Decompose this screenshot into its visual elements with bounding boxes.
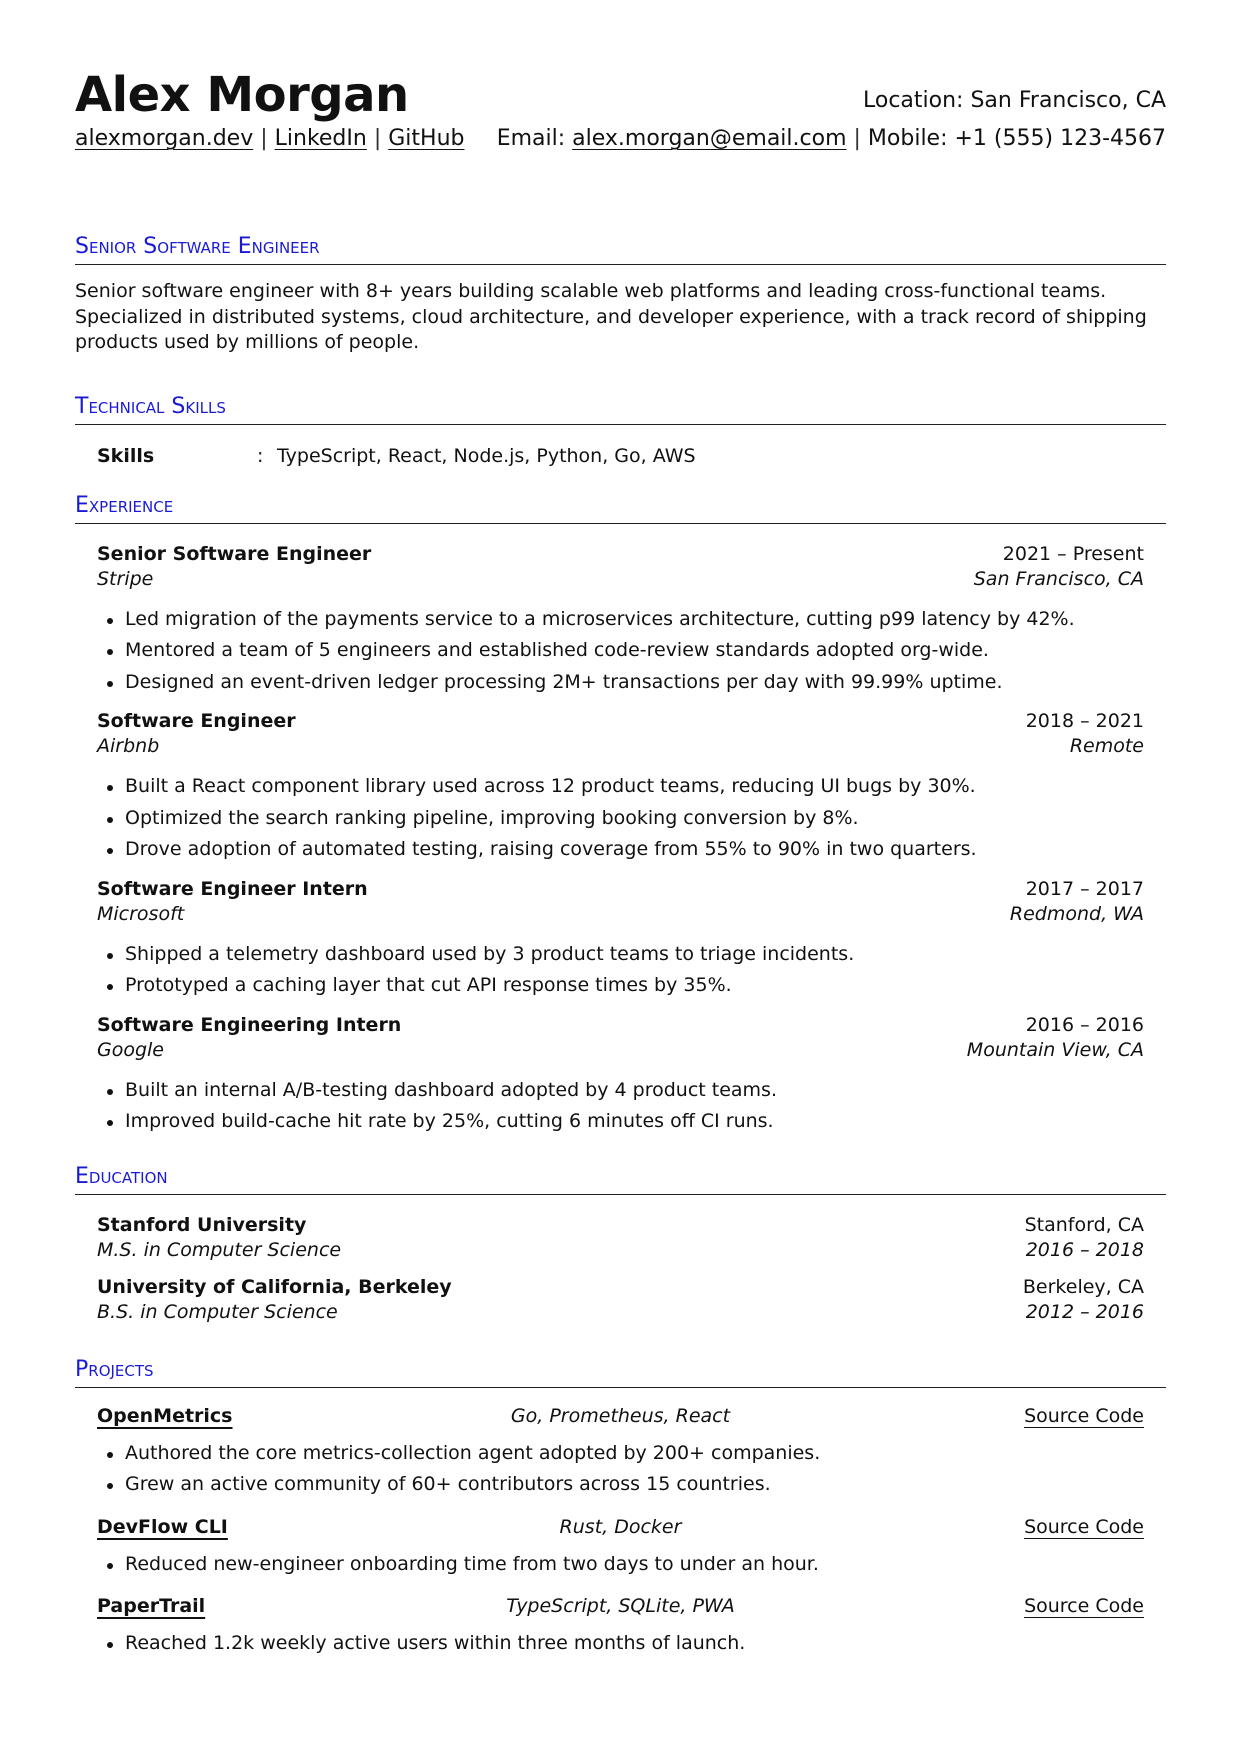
link-separator: | — [373, 126, 389, 151]
skills-label: Skills — [97, 444, 155, 467]
location-label: Location: — [863, 88, 964, 113]
education-dates: 2016 – 2018 — [1025, 1238, 1144, 1261]
education-entry — [97, 1275, 1144, 1325]
list-item: Improved build-cache hit rate by 25%, cutting 6 minutes off CI runs. — [103, 1106, 1144, 1138]
education-section — [75, 1164, 1166, 1325]
skills-colon: : — [257, 444, 264, 467]
degree: M.S. in Computer Science — [97, 1238, 342, 1261]
contact-separator: | — [853, 126, 868, 151]
education-dates: 2012 – 2016 — [1025, 1300, 1144, 1323]
list-item: Designed an event-driven ledger processing 2M+ transactions per day with 99.99% uptime. — [103, 667, 1144, 699]
job-location: Redmond, WA — [1009, 902, 1144, 925]
section-title-experience: Experience — [75, 493, 1166, 524]
list-item: Drove adoption of automated testing, raising coverage from 55% to 90% in two quarters. — [103, 834, 1144, 866]
project-tech: Go, Prometheus, React — [510, 1404, 731, 1427]
location-value: San Francisco, CA — [970, 88, 1166, 113]
website-link[interactable]: alexmorgan.dev — [75, 126, 254, 151]
project-name-link[interactable]: DevFlow CLI — [97, 1515, 228, 1538]
section-title-summary: Senior Software Engineer — [75, 234, 1166, 265]
experience-entry — [97, 709, 1144, 866]
job-role: Software Engineering Intern — [97, 1013, 402, 1036]
skills-value: TypeScript, React, Node.js, Python, Go, AWS — [277, 444, 696, 467]
list-item: Built an internal A/B-testing dashboard adopted by 4 product teams. — [103, 1075, 1144, 1107]
skills-row — [97, 443, 1166, 469]
job-location: San Francisco, CA — [973, 567, 1144, 590]
job-role: Software Engineer — [97, 710, 296, 732]
job-dates: 2018 – 2021 — [1025, 710, 1144, 732]
source-code-link[interactable]: Source Code — [1024, 1515, 1144, 1538]
job-role: Senior Software Engineer — [97, 542, 372, 565]
project-entry — [97, 1402, 1144, 1501]
linkedin-link[interactable]: LinkedIn — [274, 126, 367, 151]
link-separator: | — [260, 126, 275, 151]
list-item: Optimized the search ranking pipeline, improving booking conversion by 8%. — [103, 803, 1144, 835]
job-bullets — [75, 771, 1144, 866]
degree: B.S. in Computer Science — [97, 1300, 338, 1323]
list-item: Reached 1.2k weekly active users within three months of launch. — [103, 1628, 1144, 1660]
job-bullets — [75, 1075, 1144, 1138]
section-title-projects: Projects — [75, 1357, 1166, 1388]
projects-section — [75, 1357, 1166, 1660]
list-item: Mentored a team of 5 engineers and established code-review standards adopted org-wide. — [103, 635, 1144, 667]
list-item: Shipped a telemetry dashboard used by 3 product teams to triage incidents. — [103, 939, 1144, 971]
section-title-education: Education — [75, 1164, 1166, 1195]
school-location: Berkeley, CA — [1022, 1275, 1144, 1298]
job-location: Remote — [1069, 735, 1144, 757]
job-dates: 2016 – 2016 — [1025, 1013, 1144, 1036]
job-company: Microsoft — [97, 902, 185, 925]
project-entry — [97, 1513, 1144, 1581]
source-code-link[interactable]: Source Code — [1024, 1404, 1144, 1427]
experience-entry — [97, 877, 1144, 1002]
source-code-link[interactable]: Source Code — [1024, 1595, 1144, 1617]
education-entry — [97, 1213, 1144, 1263]
project-entry — [97, 1592, 1144, 1660]
summary-section — [75, 234, 1166, 356]
project-name-link[interactable]: OpenMetrics — [97, 1404, 233, 1427]
job-company: Google — [97, 1038, 165, 1061]
skills-section — [75, 394, 1166, 469]
project-bullets — [75, 1549, 1144, 1581]
experience-entry — [97, 542, 1144, 699]
experience-entry — [97, 1013, 1144, 1138]
job-dates: 2017 – 2017 — [1025, 877, 1144, 900]
candidate-name: Alex Morgan — [75, 67, 409, 123]
section-title-skills: Technical Skills — [75, 394, 1166, 425]
project-name-link[interactable]: PaperTrail — [97, 1595, 206, 1617]
mobile-label: Mobile: — [867, 126, 948, 151]
project-bullets — [75, 1628, 1144, 1660]
list-item: Prototyped a caching layer that cut API response times by 35%. — [103, 970, 1144, 1002]
location-line — [863, 86, 1166, 116]
mobile-value: +1 (555) 123-4567 — [954, 126, 1166, 151]
contact-line — [497, 124, 1166, 154]
list-item: Authored the core metrics-collection agent adopted by 200+ companies. — [103, 1438, 1144, 1470]
job-company: Stripe — [97, 567, 154, 590]
school-location: Stanford, CA — [1024, 1213, 1144, 1236]
job-location: Mountain View, CA — [966, 1038, 1144, 1061]
list-item: Built a React component library used across 12 product teams, reducing UI bugs by 30%. — [103, 771, 1144, 803]
job-role: Software Engineer Intern — [97, 877, 368, 900]
project-tech: Rust, Docker — [559, 1515, 682, 1538]
school-name: University of California, Berkeley — [97, 1275, 452, 1298]
list-item: Reduced new-engineer onboarding time from two days to under an hour. — [103, 1549, 1144, 1581]
job-dates: 2021 – Present — [1002, 542, 1144, 565]
resume-header — [75, 66, 1166, 186]
profile-links — [75, 124, 464, 154]
email-label: Email: — [496, 126, 566, 151]
project-tech: TypeScript, SQLite, PWA — [506, 1595, 735, 1617]
summary-text: Senior software engineer with 8+ years building scalable web platforms and leading cross-functional teams. Specialized in distributed systems, cloud architecture, and developer experience, with a track record of shipping products used by millions of people. — [75, 280, 1147, 353]
email-link[interactable]: alex.morgan@email.com — [572, 126, 847, 151]
github-link[interactable]: GitHub — [388, 126, 465, 151]
list-item: Led migration of the payments service to a microservices architecture, cutting p99 latency by 42%. — [103, 604, 1144, 636]
project-bullets — [75, 1438, 1144, 1501]
job-bullets — [75, 604, 1144, 699]
experience-section — [75, 493, 1166, 1138]
job-company: Airbnb — [97, 735, 160, 757]
job-bullets — [75, 939, 1144, 1002]
list-item: Grew an active community of 60+ contributors across 15 countries. — [103, 1469, 1144, 1501]
school-name: Stanford University — [97, 1213, 307, 1236]
